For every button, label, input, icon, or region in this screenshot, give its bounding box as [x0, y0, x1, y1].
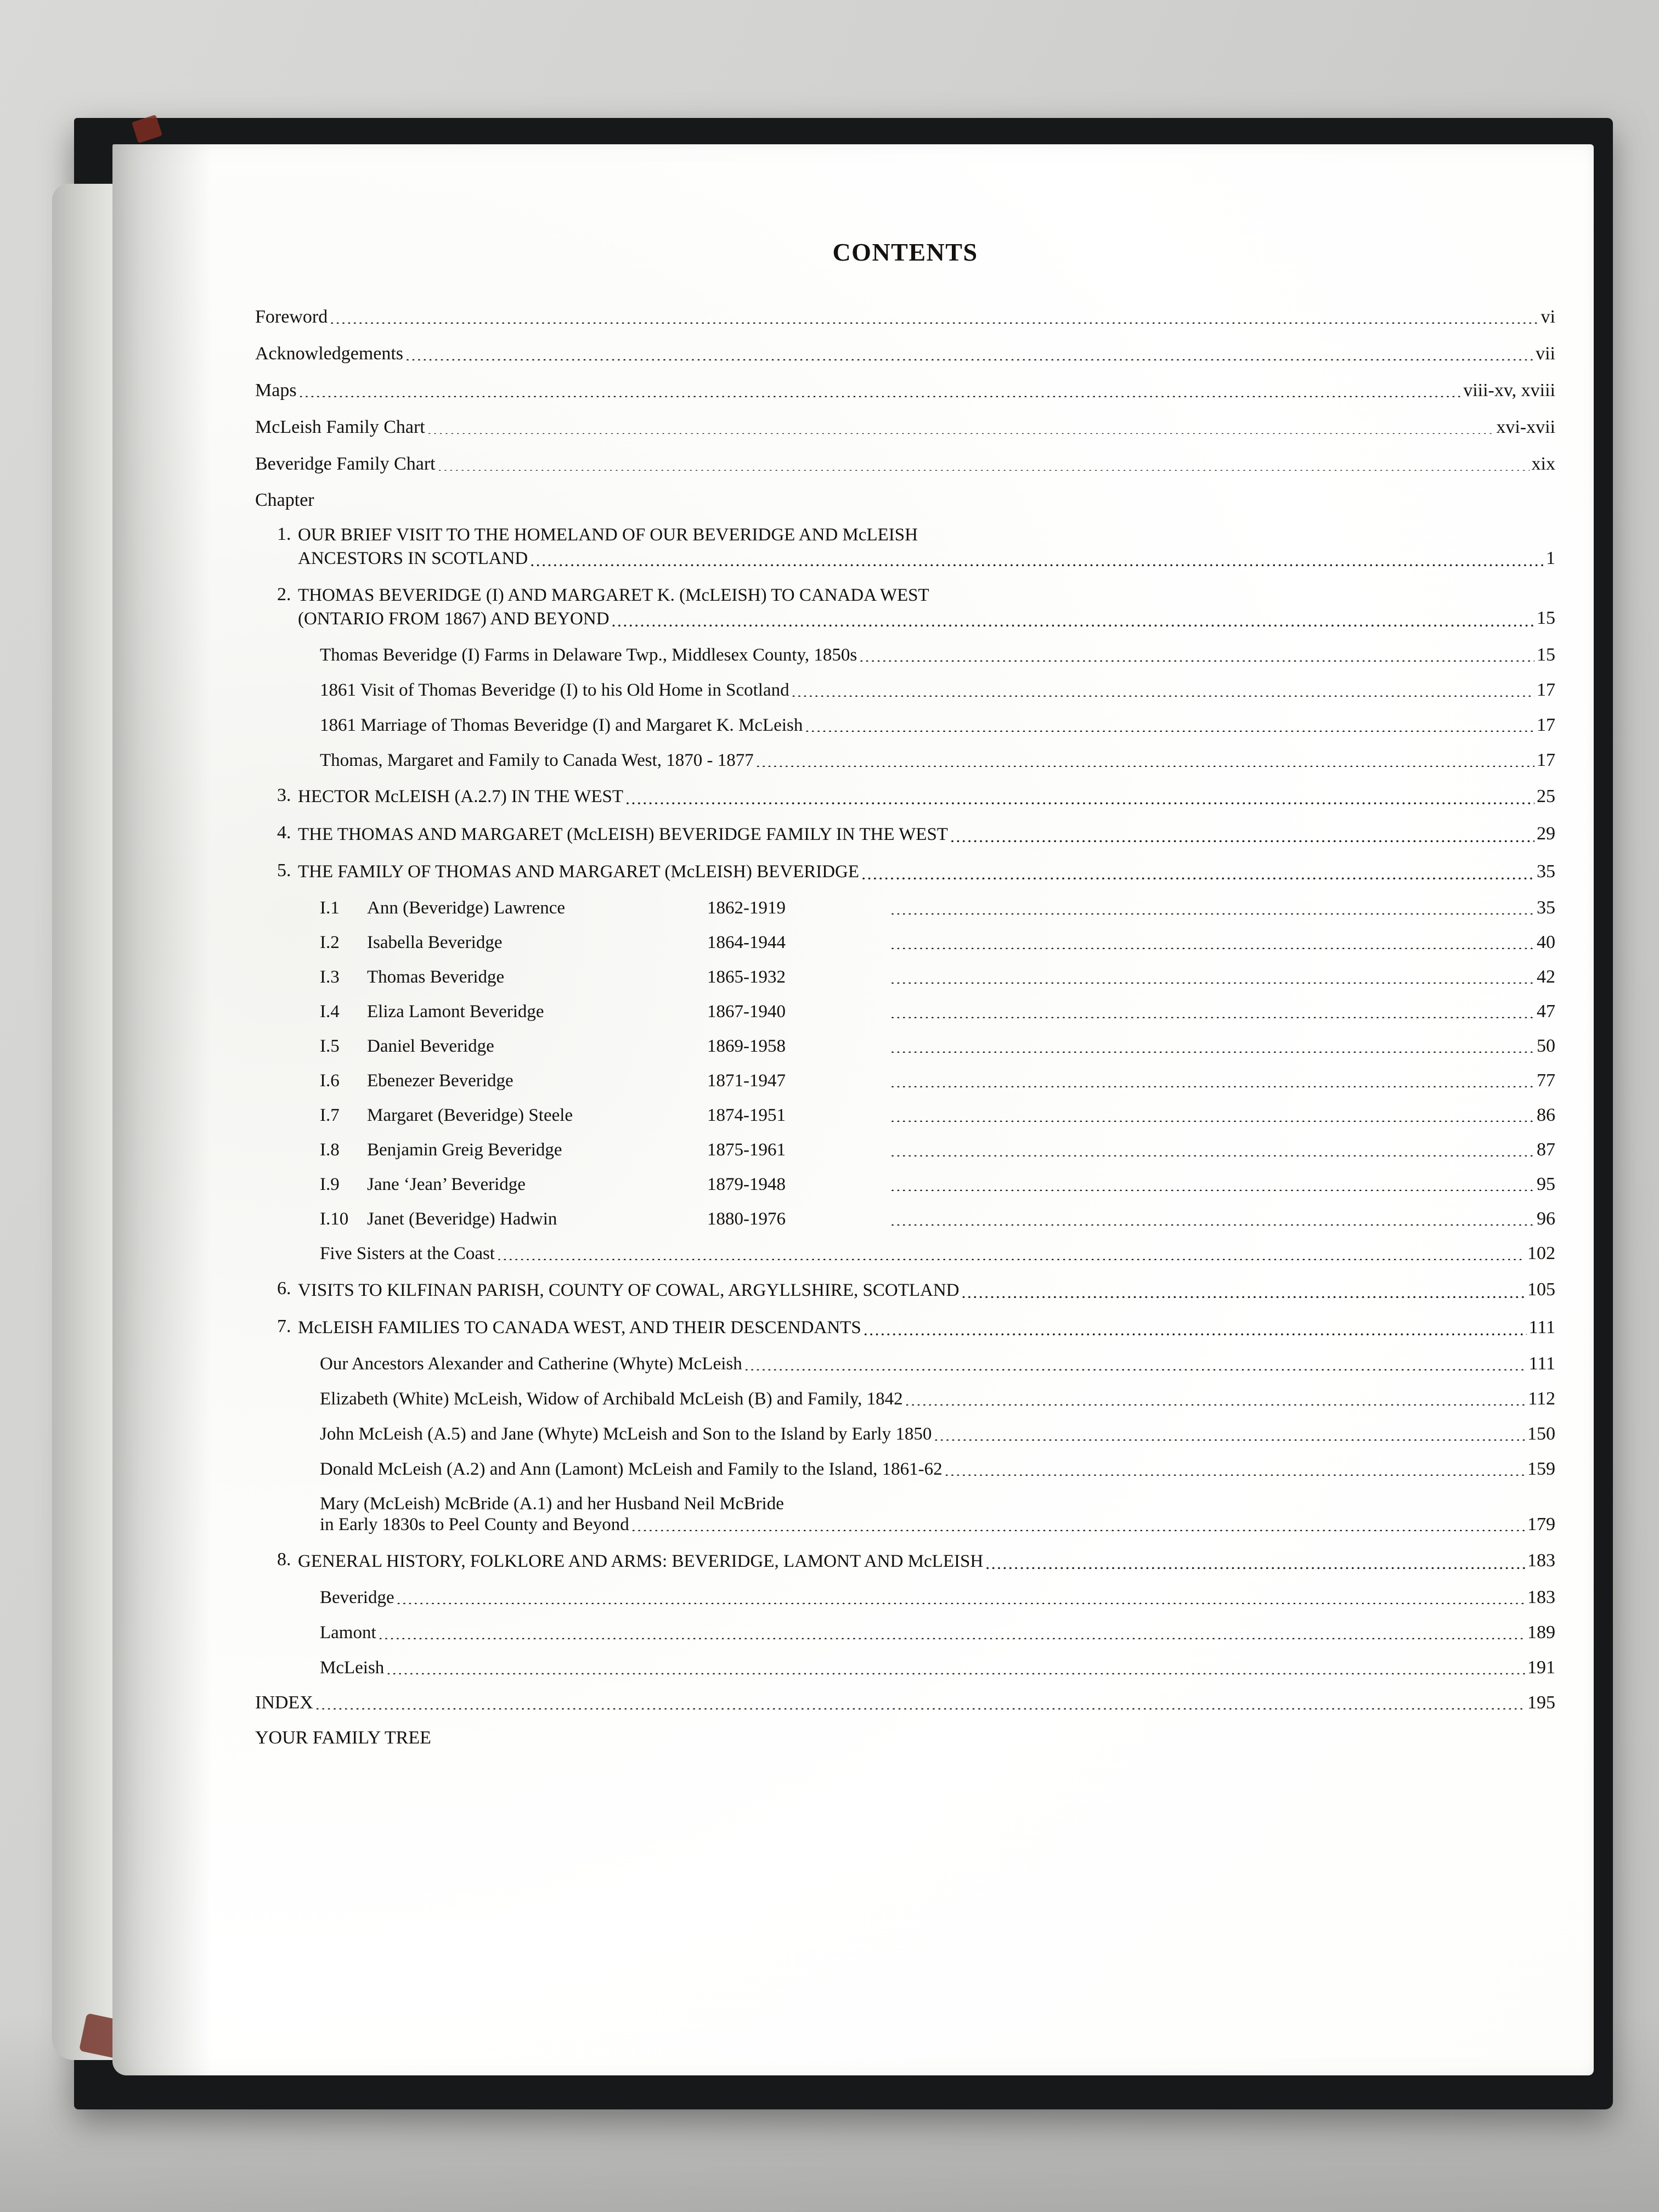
member-id: I.3 [320, 967, 340, 988]
subentry-page: 150 [1527, 1424, 1555, 1444]
member-name: Ebenezer Beveridge [367, 1071, 514, 1091]
toc-subentry[interactable] [320, 1622, 1555, 1643]
member-name: Benjamin Greig Beveridge [367, 1140, 562, 1160]
member-id: I.2 [320, 933, 340, 953]
member-name: Jane ‘Jean’ Beveridge [367, 1175, 526, 1195]
toc-subentry[interactable] [320, 750, 1555, 771]
member-dates: 1862-1919 [707, 898, 786, 918]
family-member-row[interactable] [320, 1139, 1555, 1160]
toc-subentry[interactable] [320, 1459, 1555, 1480]
family-member-row[interactable] [320, 1070, 1555, 1091]
chapter-title-line: HECTOR McLEISH (A.2.7) IN THE WEST [298, 787, 624, 807]
toc-chapter-1[interactable] [255, 524, 1555, 570]
family-member-row[interactable] [320, 1209, 1555, 1229]
chapter-title-line: THE THOMAS AND MARGARET (McLEISH) BEVERIDGE FAMILY IN THE WEST [298, 824, 948, 844]
leader-dots [427, 422, 1494, 434]
member-page: 47 [1537, 1001, 1555, 1022]
leader-dots [890, 1006, 1534, 1018]
member-page: 96 [1537, 1209, 1555, 1229]
leader-dots [905, 1393, 1526, 1406]
subentry-page: 17 [1537, 679, 1555, 700]
leader-dots [379, 1627, 1525, 1639]
member-dates: 1864-1944 [707, 933, 786, 953]
subentry-label-line2: in Early 1830s to Peel County and Beyond [320, 1515, 629, 1535]
member-id: I.7 [320, 1105, 340, 1126]
toc-subentry-five-sisters[interactable] [320, 1243, 1555, 1264]
toc-entry[interactable] [255, 416, 1555, 438]
toc-subentry[interactable] [320, 1353, 1555, 1374]
chapter-title-line: McLEISH FAMILIES TO CANADA WEST, AND THEIR DESCENDANTS [298, 1318, 861, 1338]
member-page: 77 [1537, 1070, 1555, 1091]
subentry-label: 1861 Marriage of Thomas Beveridge (I) and Margaret K. McLeish [320, 715, 803, 735]
subentry-page: 17 [1537, 749, 1555, 770]
subentry-label: McLeish [320, 1657, 385, 1678]
contents-page [112, 144, 1594, 2075]
subentry-label: John McLeish (A.5) and Jane (Whyte) McLeish and Son to the Island by Early 1850 [320, 1424, 932, 1444]
index-label: INDEX [255, 1692, 313, 1713]
subentry-page: 112 [1528, 1389, 1555, 1409]
chapter-number: 4. [277, 822, 291, 843]
chapter-number: 7. [277, 1316, 291, 1336]
chapter-title-line: THOMAS BEVERIDGE (I) AND MARGARET K. (McLEISH) TO CANADA WEST [298, 585, 929, 606]
leader-dots [756, 755, 1534, 767]
chapter-number: 3. [277, 785, 291, 805]
leader-dots [950, 830, 1534, 842]
leader-dots [299, 385, 1462, 397]
toc-subentry-multiline[interactable] [320, 1494, 1555, 1535]
toc-chapter-8[interactable] [255, 1549, 1555, 1573]
member-dates: 1880-1976 [707, 1209, 786, 1229]
chapter-page: 29 [1537, 823, 1555, 844]
toc-subentry[interactable] [320, 1389, 1555, 1409]
leader-dots [859, 650, 1534, 662]
family-member-row[interactable] [320, 898, 1555, 918]
chapter-page: 105 [1527, 1279, 1555, 1300]
member-page: 42 [1537, 967, 1555, 988]
family-member-row[interactable] [320, 1001, 1555, 1022]
chapter-number: 6. [277, 1278, 291, 1299]
leader-dots [438, 459, 1530, 471]
leader-dots [890, 1075, 1534, 1087]
toc-subentry[interactable] [320, 645, 1555, 665]
leader-dots [890, 1110, 1534, 1122]
chapter-title-line: OUR BRIEF VISIT TO THE HOMELAND OF OUR BEVERIDGE AND McLEISH [298, 525, 918, 545]
leader-dots [945, 1464, 1525, 1476]
subentry-label: Our Ancestors Alexander and Catherine (Whyte) McLeish [320, 1354, 742, 1374]
member-page: 35 [1537, 898, 1555, 918]
subentry-page: 179 [1527, 1514, 1555, 1535]
subentry-page: 17 [1537, 714, 1555, 735]
toc-subentry[interactable] [320, 1657, 1555, 1678]
leader-dots [397, 1592, 1525, 1604]
chapter-number: 5. [277, 860, 291, 881]
page-content [255, 238, 1555, 1748]
toc-entry-label: Acknowledgements [255, 343, 404, 364]
subentry-page: 159 [1527, 1459, 1555, 1480]
member-id: I.9 [320, 1175, 340, 1195]
leader-dots [631, 1519, 1525, 1531]
member-name: Daniel Beveridge [367, 1036, 494, 1057]
member-name: Janet (Beveridge) Hadwin [367, 1209, 557, 1229]
leader-dots [864, 1323, 1527, 1335]
toc-entry-page: xvi-xvii [1496, 417, 1555, 438]
leader-dots [890, 972, 1534, 984]
chapter-page: 35 [1537, 861, 1555, 882]
frontmatter-list [255, 306, 1555, 475]
subentry-page: 102 [1527, 1243, 1555, 1264]
subentry-label: Donald McLeish (A.2) and Ann (Lamont) McLeish and Family to the Island, 1861-62 [320, 1459, 943, 1480]
member-name: Margaret (Beveridge) Steele [367, 1105, 573, 1126]
chapter-section-heading: Chapter [255, 490, 314, 511]
toc-chapter-2[interactable] [255, 584, 1555, 630]
member-id: I.8 [320, 1140, 340, 1160]
leader-dots [497, 1248, 1525, 1260]
leader-dots [330, 312, 1538, 324]
toc-entry-index[interactable] [255, 1692, 1555, 1713]
toc-chapter-6[interactable] [255, 1278, 1555, 1302]
member-name: Thomas Beveridge [367, 967, 505, 988]
member-page: 86 [1537, 1105, 1555, 1126]
member-dates: 1874-1951 [707, 1105, 786, 1126]
subentry-label: Thomas, Margaret and Family to Canada West, 1870 - 1877 [320, 750, 754, 770]
subentry-page: 111 [1528, 1353, 1555, 1374]
member-page: 50 [1537, 1036, 1555, 1057]
subentry-page: 183 [1527, 1587, 1555, 1607]
open-book [52, 118, 1613, 2109]
leader-dots [386, 1662, 1525, 1674]
chapter-title-line: ANCESTORS IN SCOTLAND [298, 548, 528, 568]
member-dates: 1871-1947 [707, 1071, 786, 1091]
member-id: I.5 [320, 1036, 340, 1057]
toc-entry-page: vii [1536, 343, 1555, 364]
member-id: I.6 [320, 1071, 340, 1091]
leader-dots [890, 1179, 1534, 1191]
chapter-page: 183 [1527, 1550, 1555, 1571]
family-member-row[interactable] [320, 1174, 1555, 1195]
index-page: 195 [1527, 1692, 1555, 1713]
page-title: CONTENTS [832, 238, 978, 266]
member-name: Isabella Beveridge [367, 933, 503, 953]
leader-dots [315, 1697, 1525, 1709]
member-id: I.10 [320, 1209, 349, 1229]
leader-dots [890, 1214, 1534, 1226]
chapter-page: 111 [1528, 1317, 1555, 1338]
leader-dots [890, 937, 1534, 949]
leader-dots [744, 1358, 1527, 1370]
leader-dots [861, 867, 1534, 879]
toc-entry-page: vi [1541, 307, 1555, 327]
leader-dots [612, 614, 1534, 627]
subentry-label: Thomas Beveridge (I) Farms in Delaware Twp., Middlesex County, 1850s [320, 645, 857, 665]
member-id: I.4 [320, 1002, 340, 1022]
toc-entry[interactable] [255, 343, 1555, 364]
subentry-label: Lamont [320, 1622, 376, 1643]
subentry-label: 1861 Visit of Thomas Beveridge (I) to his Old Home in Scotland [320, 680, 789, 700]
leader-dots [530, 554, 1544, 566]
subentry-label: Elizabeth (White) McLeish, Widow of Archibald McLeish (B) and Family, 1842 [320, 1389, 903, 1409]
member-dates: 1869-1958 [707, 1036, 786, 1057]
member-page: 87 [1537, 1139, 1555, 1160]
member-name: Eliza Lamont Beveridge [367, 1002, 544, 1022]
chapter-page: 25 [1537, 786, 1555, 806]
member-dates: 1865-1932 [707, 967, 786, 988]
toc-entry-label: Beveridge Family Chart [255, 454, 436, 475]
leader-dots [890, 902, 1534, 915]
subentry-label: Five Sisters at the Coast [320, 1244, 495, 1264]
chapter-page: 15 [1537, 608, 1555, 629]
subentry-page: 15 [1537, 644, 1555, 665]
toc-entry-label: Maps [255, 380, 297, 401]
member-page: 95 [1537, 1174, 1555, 1195]
toc-entry[interactable] [255, 453, 1555, 475]
subentry-label: Beveridge [320, 1587, 394, 1607]
toc-chapter-3[interactable] [255, 785, 1555, 809]
chapter-page: 1 [1546, 548, 1555, 568]
member-page: 40 [1537, 932, 1555, 953]
toc-chapter-5[interactable] [255, 860, 1555, 884]
subentry-label-line1: Mary (McLeish) McBride (A.1) and her Husband Neil McBride [320, 1494, 784, 1514]
chapter-number: 2. [277, 584, 291, 605]
leader-dots [792, 685, 1534, 697]
toc-entry-label: Foreword [255, 307, 328, 327]
leader-dots [890, 1041, 1534, 1053]
toc-chapter-7[interactable] [255, 1316, 1555, 1340]
leader-dots [934, 1429, 1525, 1441]
toc-entry-page: xix [1531, 454, 1555, 475]
subentry-page: 191 [1527, 1657, 1555, 1678]
family-member-row[interactable] [320, 967, 1555, 988]
toc-entry[interactable] [255, 380, 1555, 401]
toc-subentry[interactable] [320, 1424, 1555, 1444]
family-member-row[interactable] [320, 1105, 1555, 1126]
family-member-row[interactable] [320, 932, 1555, 953]
toc-chapter-4[interactable] [255, 822, 1555, 846]
chapter-number: 1. [277, 524, 291, 545]
leader-dots [405, 348, 1533, 360]
leader-dots [962, 1286, 1526, 1298]
member-id: I.1 [320, 898, 340, 918]
subentry-page: 189 [1527, 1622, 1555, 1643]
chapter-title-line: (ONTARIO FROM 1867) AND BEYOND [298, 608, 610, 629]
member-dates: 1879-1948 [707, 1175, 786, 1195]
page-curl-shading [112, 144, 211, 2075]
chapter-title-line: THE FAMILY OF THOMAS AND MARGARET (McLEISH) BEVERIDGE [298, 862, 860, 882]
toc-entry-label: McLeish Family Chart [255, 417, 425, 438]
leader-dots [985, 1557, 1525, 1569]
chapter-title-line: GENERAL HISTORY, FOLKLORE AND ARMS: BEVERIDGE, LAMONT AND McLEISH [298, 1551, 984, 1571]
leader-dots [805, 720, 1534, 732]
leader-dots [890, 1144, 1534, 1156]
member-name: Ann (Beveridge) Lawrence [367, 898, 565, 918]
toc-subentry[interactable] [320, 715, 1555, 736]
toc-entry[interactable] [255, 306, 1555, 328]
chapter-title-line: VISITS TO KILFINAN PARISH, COUNTY OF COWAL, ARGYLLSHIRE, SCOTLAND [298, 1280, 960, 1300]
leader-dots [625, 792, 1534, 804]
toc-entry-your-family-tree[interactable]: YOUR FAMILY TREE [255, 1727, 431, 1748]
family-member-row[interactable] [320, 1036, 1555, 1057]
member-dates: 1875-1961 [707, 1140, 786, 1160]
toc-subentry[interactable] [320, 1587, 1555, 1608]
toc-entry-page: viii-xv, xviii [1463, 380, 1555, 401]
chapter-number: 8. [277, 1549, 291, 1570]
member-dates: 1867-1940 [707, 1002, 786, 1022]
toc-subentry[interactable] [320, 680, 1555, 701]
